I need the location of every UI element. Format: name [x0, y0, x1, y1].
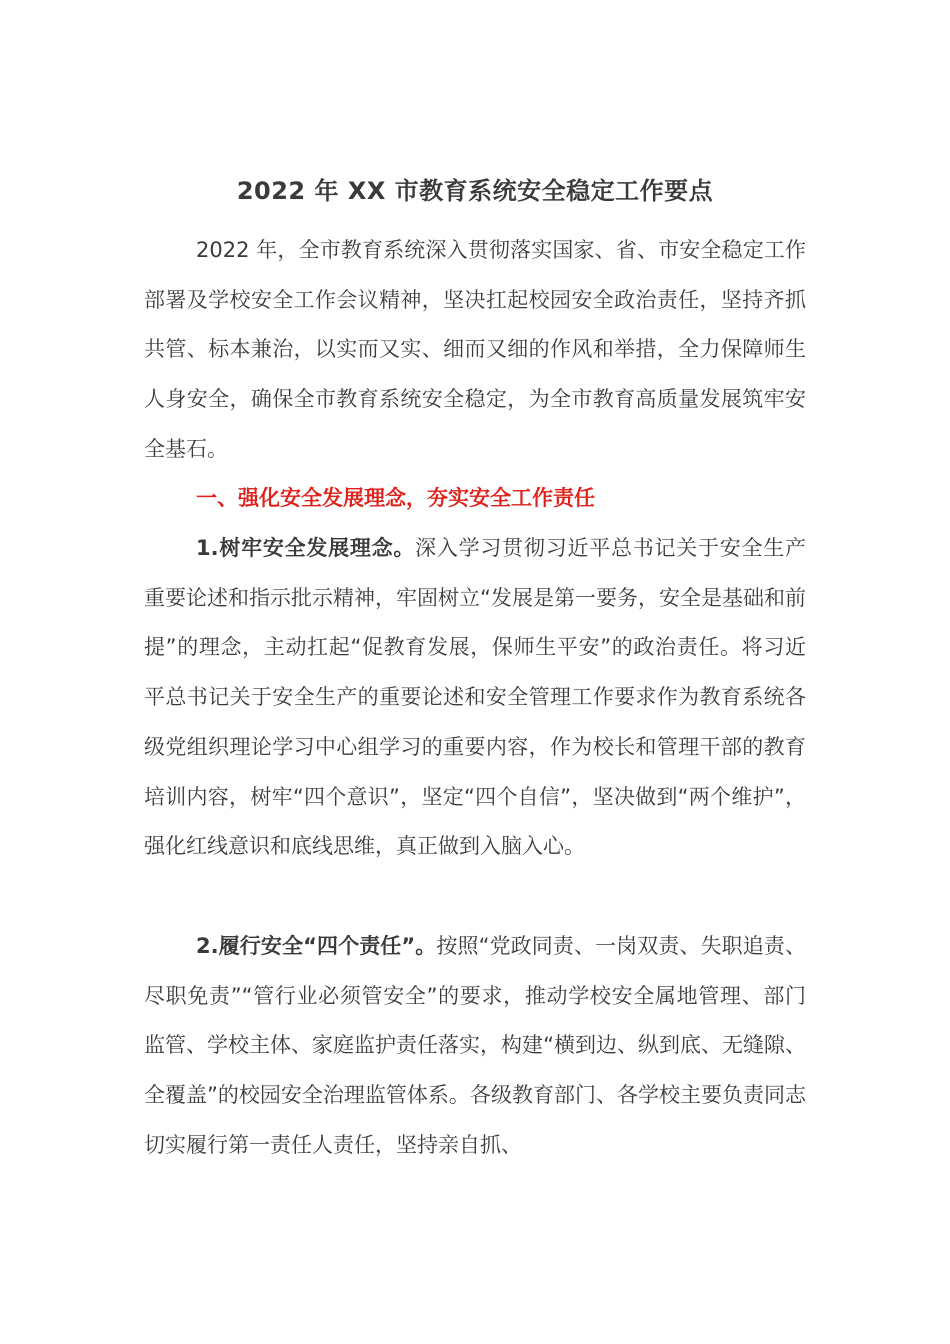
intro-paragraph: 2022 年，全市教育系统深入贯彻落实国家、省、市安全稳定工作部署及学校安全工作会议精神，坚决扛起校园安全政治责任，坚持齐抓共管、标本兼治，以实而又实、细而又细的作风和举措，全力保障师生人身安全，确保全市教育系统安全稳定，为全市教育高质量发展筑牢安全基石。	[144, 238, 806, 461]
item-text-2: 按照“党政同责、一岗双责、失职追责、尽职免责”“管行业必须管安全”的要求，推动学校安全属地管理、部门监管、学校主体、家庭监护责任落实，构建“横到边、纵到底、无缝隙、全覆盖”的校园安全治理监管体系。各级教育部门、各学校主要负责同志切实履行第一责任人责任，坚持亲自抓、	[144, 934, 806, 1157]
item-lead-2: 2.履行安全“四个责任”。	[196, 934, 437, 958]
section-heading: 一、强化安全发展理念，夯实安全工作责任	[196, 486, 595, 510]
item-text-1: 深入学习贯彻习近平总书记关于安全生产重要论述和指示批示精神，牢固树立“发展是第一要务，安全是基础和前提”的理念，主动扛起“促教育发展，保师生平安”的政治责任。将习近平总书记关于安全生产的重要论述和安全管理工作要求作为教育系统各级党组织理论学习中心组学习的重要内容，作为校长和管理干部的教育培训内容，树牢“四个意识”，坚定“四个自信”，坚决做到“两个维护”，强化红线意识和底线思维，真正做到入脑入心。	[144, 536, 807, 859]
item-paragraph-1	[144, 524, 806, 872]
item-lead-1: 1.树牢安全发展理念。	[196, 536, 416, 560]
document-title: 2022 年 XX 市教育系统安全稳定工作要点	[236, 177, 714, 206]
item-paragraph-2	[144, 922, 806, 1171]
